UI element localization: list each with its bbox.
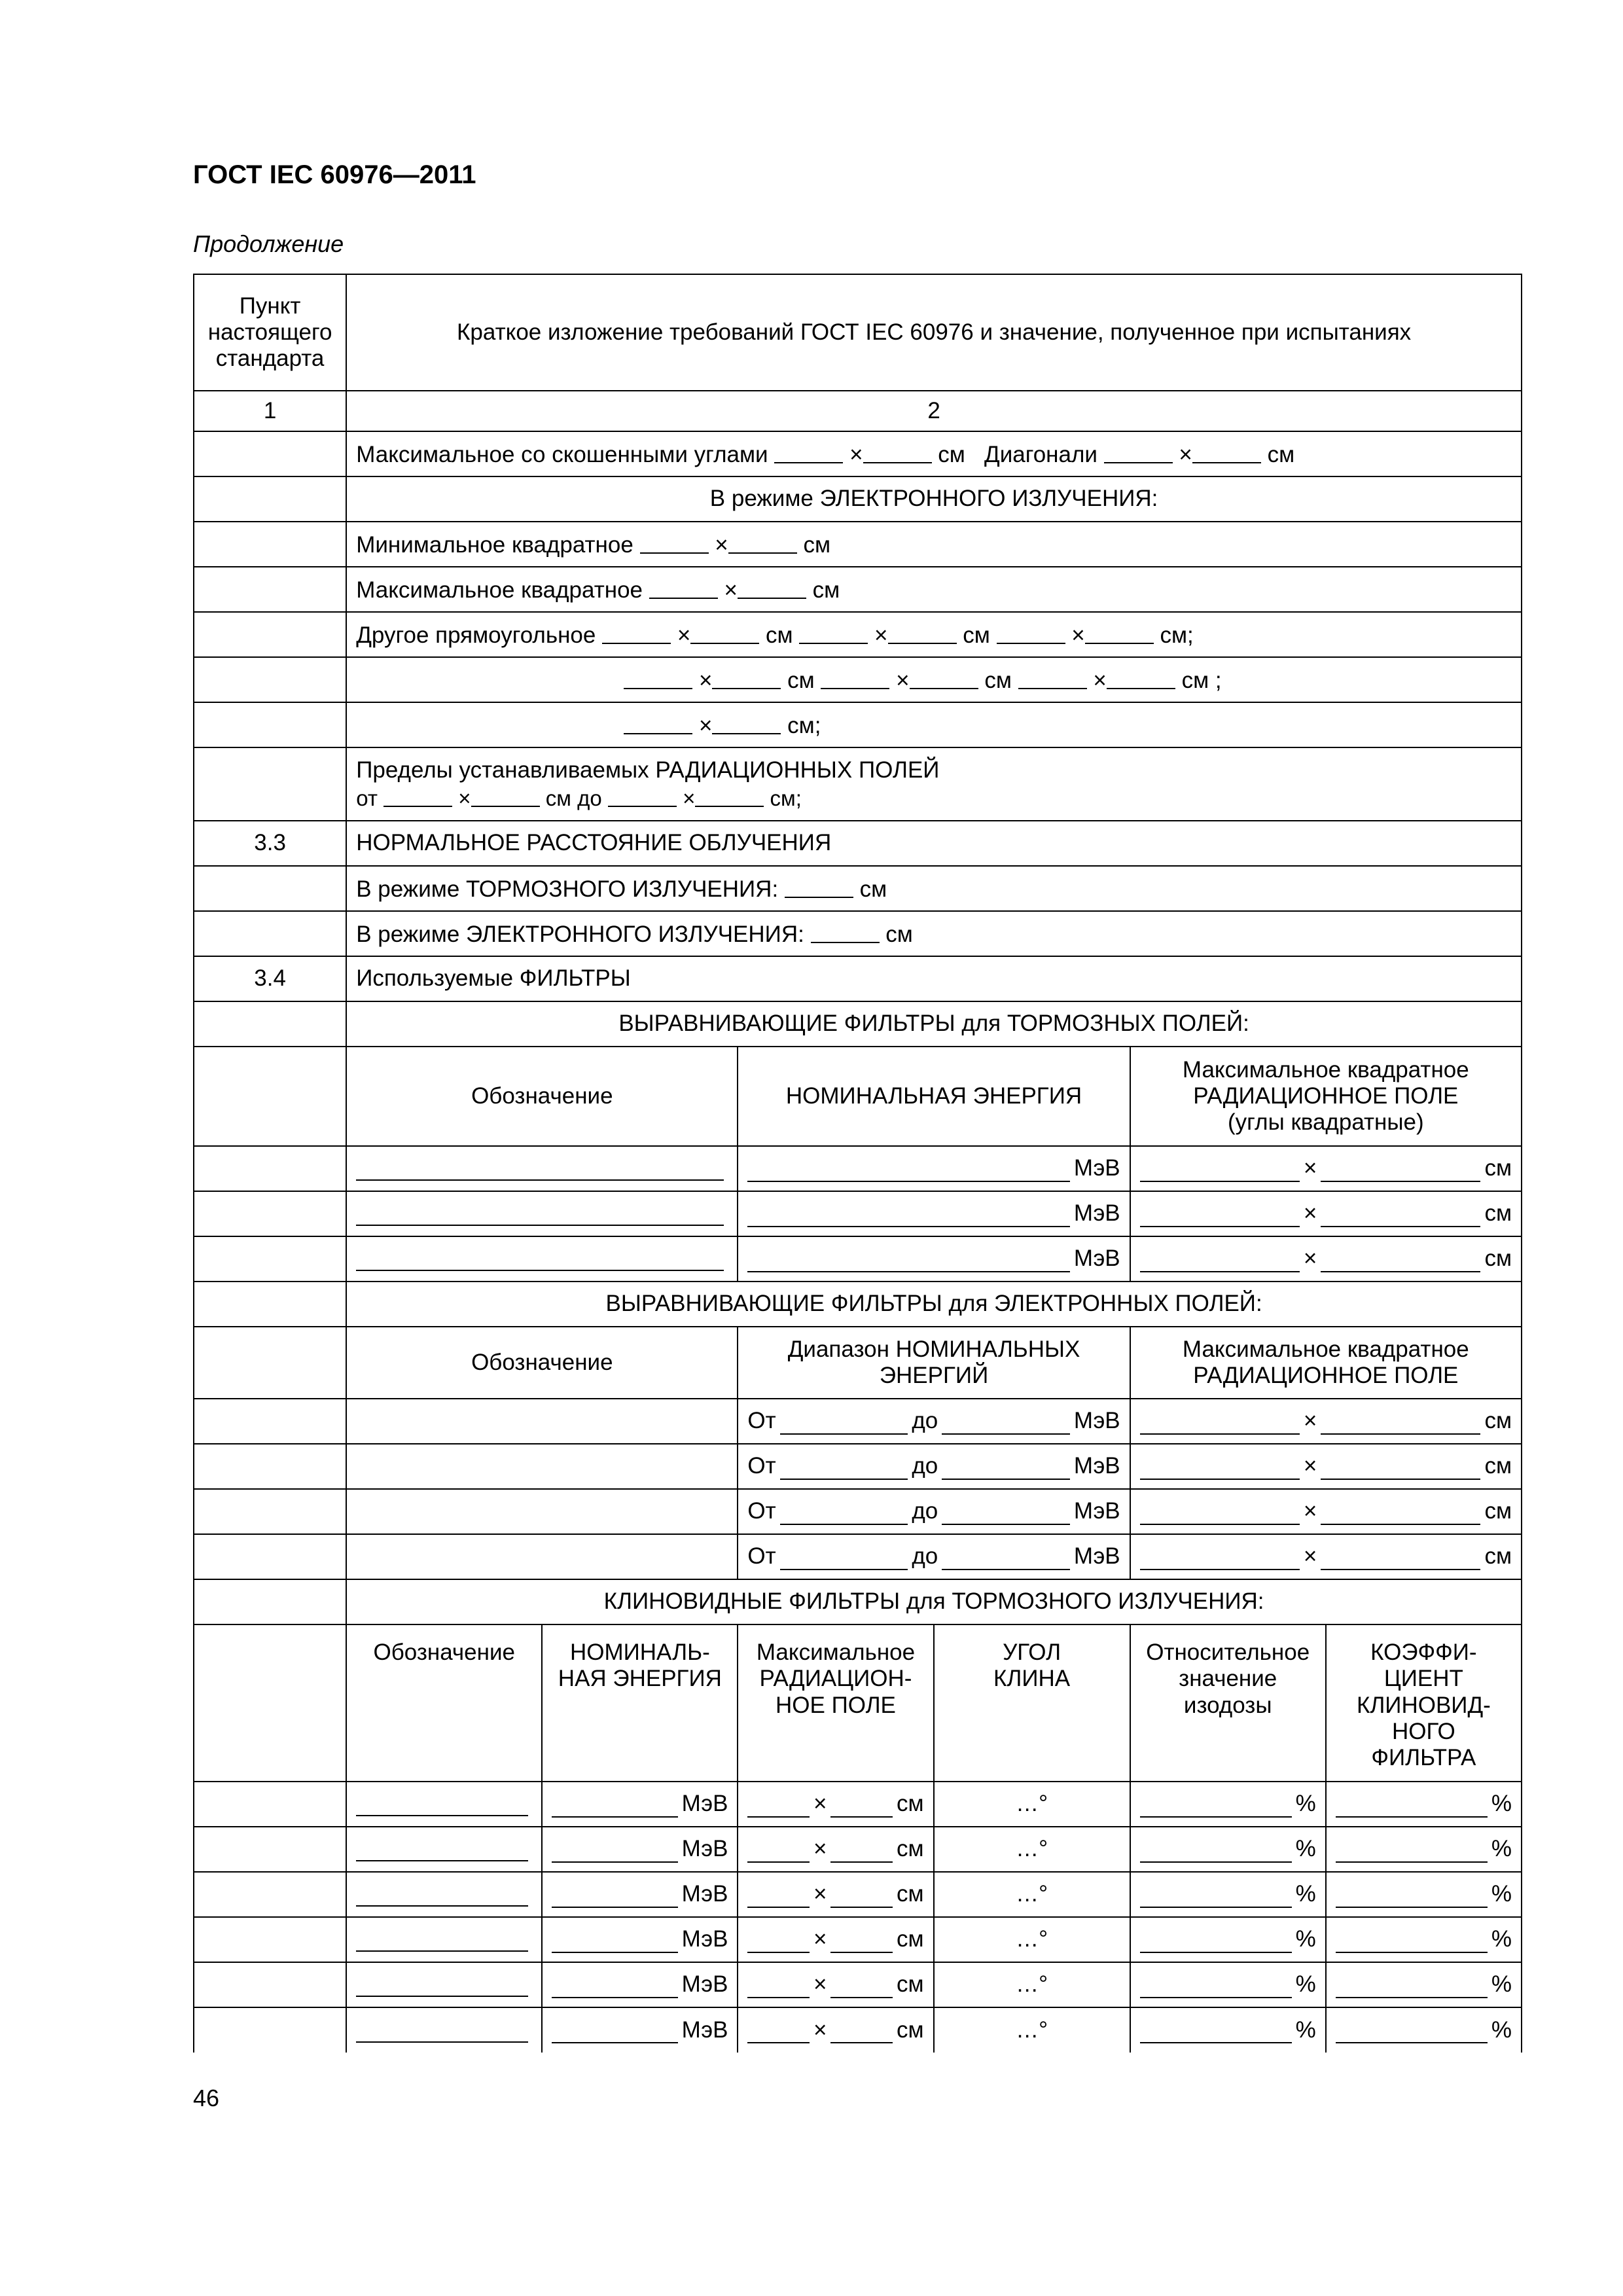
- table-row: [194, 1624, 1522, 1782]
- blank-field[interactable]: [1321, 1410, 1480, 1435]
- blank-field[interactable]: [1321, 1501, 1480, 1525]
- table-row: МэВ × см …° % %: [194, 1917, 1522, 1962]
- table-row: [194, 1047, 1522, 1146]
- table-row: [194, 431, 1522, 476]
- blank-field[interactable]: [356, 1202, 724, 1226]
- blank-field[interactable]: [785, 874, 853, 898]
- blank-field[interactable]: [712, 710, 781, 734]
- blank-field[interactable]: [1104, 439, 1173, 463]
- blank-field[interactable]: [1321, 1546, 1480, 1570]
- max-square-field-header: Максимальное квадратное РАДИАЦИОННОЕ ПОЛЕ (углы квадратные): [1130, 1047, 1522, 1146]
- wedge-angle-value: …°: [934, 1962, 1130, 2007]
- clause-number: 3.4: [194, 956, 346, 1001]
- other-rect-field-3: × см;: [346, 702, 1522, 747]
- blank-field[interactable]: [356, 2018, 528, 2043]
- blank-field[interactable]: [356, 1973, 528, 1997]
- min-square-field: Минимальное квадратное × см: [346, 522, 1522, 567]
- blank-field[interactable]: [830, 1974, 893, 1998]
- blank-field[interactable]: [624, 710, 692, 734]
- blank-field[interactable]: [830, 1929, 893, 1953]
- table-row: [194, 476, 1522, 522]
- blank-field[interactable]: [1140, 1839, 1292, 1863]
- blank-field[interactable]: [830, 1839, 893, 1863]
- blank-field[interactable]: [1140, 1793, 1292, 1818]
- blank-field[interactable]: [1140, 1929, 1292, 1953]
- blank-field[interactable]: [1336, 1839, 1488, 1863]
- table-row: [194, 911, 1522, 956]
- blank-field[interactable]: [552, 1974, 677, 1998]
- blank-field[interactable]: [1107, 665, 1175, 689]
- blank-field[interactable]: [830, 1884, 893, 1908]
- table-row: [194, 612, 1522, 657]
- blank-field[interactable]: [383, 784, 452, 807]
- blank-field[interactable]: [552, 1884, 677, 1908]
- blank-field[interactable]: [1192, 439, 1261, 463]
- table-row: [194, 747, 1522, 821]
- blank-field[interactable]: [690, 620, 759, 644]
- blank-field[interactable]: [1321, 1158, 1480, 1182]
- blank-field[interactable]: [712, 665, 781, 689]
- blank-field[interactable]: [747, 1839, 810, 1863]
- blank-field[interactable]: [649, 575, 718, 599]
- blank-field[interactable]: [1140, 1974, 1292, 1998]
- wedge-angle-value: …°: [934, 1917, 1130, 1962]
- blank-field[interactable]: [747, 1248, 1069, 1272]
- blank-field[interactable]: [356, 1882, 528, 1907]
- blank-field[interactable]: [747, 1884, 810, 1908]
- blank-field[interactable]: [471, 784, 540, 807]
- table-row: От до МэВ × см: [194, 1444, 1522, 1489]
- table-row: [194, 702, 1522, 747]
- table-row: [194, 866, 1522, 911]
- blank-field[interactable]: [552, 1929, 677, 1953]
- blank-field[interactable]: [780, 1501, 908, 1525]
- blank-field[interactable]: [356, 1837, 528, 1861]
- other-rect-field: Другое прямоугольное × см × см × см;: [346, 612, 1522, 657]
- blank-field[interactable]: [780, 1410, 908, 1435]
- blank-field[interactable]: [356, 1792, 528, 1816]
- blank-field[interactable]: [1336, 1884, 1488, 1908]
- blank-field[interactable]: [728, 529, 797, 554]
- table-row: МэВ × см: [194, 1236, 1522, 1282]
- electron-distance-field: В режиме ЭЛЕКТРОННОГО ИЗЛУЧЕНИЯ: см: [346, 911, 1522, 956]
- table-row: От до МэВ × см: [194, 1399, 1522, 1444]
- designation-header: Обозначение: [346, 1327, 738, 1399]
- table-row: МэВ × см …° % %: [194, 2007, 1522, 2053]
- page-number: 46: [193, 2085, 220, 2111]
- table-row: МэВ × см …° % %: [194, 1872, 1522, 1917]
- clause-number: 3.3: [194, 821, 346, 866]
- page-header: ГОСТ IEC 60976—2011: [193, 160, 476, 189]
- blank-field[interactable]: [640, 529, 709, 554]
- brems-distance-field: В режиме ТОРМОЗНОГО ИЗЛУЧЕНИЯ: см: [346, 866, 1522, 911]
- blank-field[interactable]: [910, 665, 978, 689]
- blank-field[interactable]: [356, 1928, 528, 1952]
- table-row: [194, 567, 1522, 612]
- wedge-angle-value: …°: [934, 1782, 1130, 1827]
- wedge-angle-value: …°: [934, 2007, 1130, 2053]
- blank-field[interactable]: [780, 1456, 908, 1480]
- blank-field[interactable]: [695, 784, 764, 807]
- blank-field[interactable]: [888, 620, 957, 644]
- header-summary: Краткое изложение требований ГОСТ IEC 60976 и значение, полученное при испытаниях: [346, 274, 1522, 391]
- blank-field[interactable]: [821, 665, 889, 689]
- blank-field[interactable]: [1140, 2019, 1292, 2043]
- wedge-angle-header: УГОЛ КЛИНА: [934, 1624, 1130, 1782]
- table-row: [194, 522, 1522, 567]
- nominal-energy-header: НОМИНАЛЬНАЯ ЭНЕРГИЯ: [738, 1047, 1130, 1146]
- blank-field[interactable]: [1140, 1884, 1292, 1908]
- table-row: [194, 821, 1522, 866]
- blank-field[interactable]: [942, 1501, 1070, 1525]
- flattening-electron-heading: ВЫРАВНИВАЮЩИЕ ФИЛЬТРЫ для ЭЛЕКТРОННЫХ ПОЛЕЙ:: [346, 1282, 1522, 1327]
- wedge-factor-header: КОЭФФИ- ЦИЕНТ КЛИНОВИД- НОГО ФИЛЬТРА: [1326, 1624, 1522, 1782]
- wedge-angle-value: …°: [934, 1827, 1130, 1872]
- blank-field[interactable]: [1321, 1248, 1480, 1272]
- table-row: МэВ × см …° % %: [194, 1827, 1522, 1872]
- blank-field[interactable]: [997, 620, 1065, 644]
- max-square-field: Максимальное квадратное × см: [346, 567, 1522, 612]
- blank-field[interactable]: [1140, 1546, 1300, 1570]
- blank-field[interactable]: [863, 439, 932, 463]
- blank-field[interactable]: [738, 575, 806, 599]
- table-row: МэВ × см: [194, 1146, 1522, 1191]
- table-row: [194, 1327, 1522, 1399]
- blank-field[interactable]: [799, 620, 868, 644]
- blank-field[interactable]: [1336, 1793, 1488, 1818]
- field-limits-label: Пределы устанавливаемых РАДИАЦИОННЫХ ПОЛЕЙ: [356, 757, 940, 783]
- blank-field[interactable]: [356, 1247, 724, 1271]
- blank-field[interactable]: [1140, 1203, 1300, 1227]
- blank-field[interactable]: [942, 1546, 1070, 1570]
- blank-field[interactable]: [830, 2019, 893, 2043]
- blank-field[interactable]: [1140, 1248, 1300, 1272]
- wedge-designation-header: Обозначение: [346, 1624, 542, 1782]
- blank-field[interactable]: [552, 2019, 677, 2043]
- blank-field[interactable]: [942, 1410, 1070, 1435]
- table-row: МэВ × см: [194, 1191, 1522, 1236]
- blank-field[interactable]: [1018, 665, 1087, 689]
- table-row: [194, 657, 1522, 702]
- max-square-field-header: Максимальное квадратное РАДИАЦИОННОЕ ПОЛЕ: [1130, 1327, 1522, 1399]
- blank-field[interactable]: [1336, 2019, 1488, 2043]
- blank-field[interactable]: [552, 1793, 677, 1818]
- field-limits: Пределы устанавливаемых РАДИАЦИОННЫХ ПОЛЕЙ от × см до × см;: [346, 747, 1522, 821]
- blank-field[interactable]: [608, 784, 677, 807]
- table-row: МэВ × см …° % %: [194, 1782, 1522, 1827]
- blank-field[interactable]: [747, 1793, 810, 1818]
- table-row: От до МэВ × см: [194, 1489, 1522, 1534]
- other-rect-field-2: × см × см × см ;: [346, 657, 1522, 702]
- flattening-brems-heading: ВЫРАВНИВАЮЩИЕ ФИЛЬТРЫ для ТОРМОЗНЫХ ПОЛЕЙ:: [346, 1001, 1522, 1047]
- designation-header: Обозначение: [346, 1047, 738, 1146]
- blank-field[interactable]: [1140, 1410, 1300, 1435]
- blank-field[interactable]: [1336, 1974, 1488, 1998]
- table-header-row: [194, 274, 1522, 391]
- table-row: МэВ × см …° % %: [194, 1962, 1522, 2007]
- blank-field[interactable]: [356, 1157, 724, 1181]
- header-clause: Пункт настоящего стандарта: [194, 274, 346, 391]
- blank-field[interactable]: [1140, 1158, 1300, 1182]
- blank-field[interactable]: [747, 1203, 1069, 1227]
- blank-field[interactable]: [780, 1546, 908, 1570]
- max-bevel-field: Максимальное со скошенными углами × см Диагонали × см: [346, 431, 1522, 476]
- blank-field[interactable]: [1321, 1456, 1480, 1480]
- wedge-nominal-energy-header: НОМИНАЛЬ- НАЯ ЭНЕРГИЯ: [542, 1624, 738, 1782]
- wedge-brems-heading: КЛИНОВИДНЫЕ ФИЛЬТРЫ для ТОРМОЗНОГО ИЗЛУЧЕНИЯ:: [346, 1579, 1522, 1624]
- blank-field[interactable]: [624, 665, 692, 689]
- blank-field[interactable]: [552, 1839, 677, 1863]
- wedge-max-field-header: Максимальное РАДИАЦИОН- НОЕ ПОЛЕ: [738, 1624, 933, 1782]
- blank-field[interactable]: [1085, 620, 1154, 644]
- relative-isodose-header: Относительное значение изодозы: [1130, 1624, 1326, 1782]
- blank-field[interactable]: [747, 1974, 810, 1998]
- blank-field[interactable]: [602, 620, 671, 644]
- wedge-angle-value: …°: [934, 1872, 1130, 1917]
- column-number-2: 2: [346, 391, 1522, 431]
- table-row: От до МэВ × см: [194, 1534, 1522, 1579]
- blank-field[interactable]: [747, 2019, 810, 2043]
- blank-field[interactable]: [774, 439, 843, 463]
- column-number-1: 1: [194, 391, 346, 431]
- blank-field[interactable]: [811, 919, 880, 943]
- table-row: [194, 1282, 1522, 1327]
- blank-field[interactable]: [747, 1158, 1069, 1182]
- energy-range-header: Диапазон НОМИНАЛЬНЫХ ЭНЕРГИЙ: [738, 1327, 1130, 1399]
- blank-field[interactable]: [942, 1456, 1070, 1480]
- normal-distance-heading: НОРМАЛЬНОЕ РАССТОЯНИЕ ОБЛУЧЕНИЯ: [346, 821, 1522, 866]
- blank-field[interactable]: [830, 1793, 893, 1818]
- blank-field[interactable]: [1140, 1456, 1300, 1480]
- electron-mode-heading: В режиме ЭЛЕКТРОННОГО ИЗЛУЧЕНИЯ:: [346, 476, 1522, 522]
- blank-field[interactable]: [1336, 1929, 1488, 1953]
- table-row: [194, 1579, 1522, 1624]
- blank-field[interactable]: [747, 1929, 810, 1953]
- blank-field[interactable]: [1140, 1501, 1300, 1525]
- page-subheader: Продолжение: [193, 230, 344, 257]
- blank-field[interactable]: [1321, 1203, 1480, 1227]
- table-row: [194, 1001, 1522, 1047]
- requirements-table: [193, 274, 1522, 2053]
- column-number-row: [194, 391, 1522, 431]
- table-row: [194, 956, 1522, 1001]
- filters-used-heading: Используемые ФИЛЬТРЫ: [346, 956, 1522, 1001]
